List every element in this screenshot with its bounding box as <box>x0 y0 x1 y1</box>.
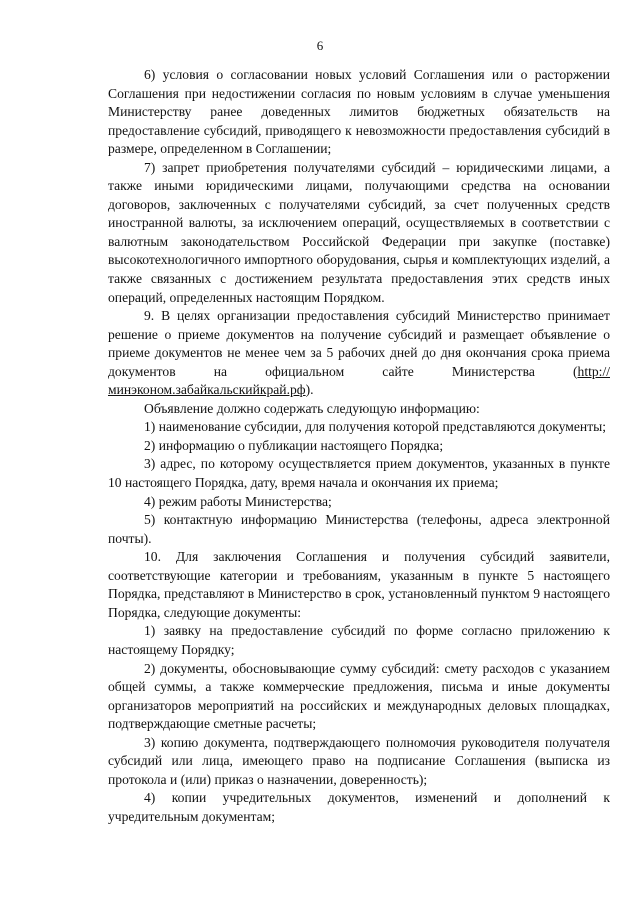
list-item-cost-documents: 2) документы, обосновывающие сумму субсидий: смету расходов с указанием общей суммы, а также коммерческие предложения, письма и иные документы организаторов мероприятий на российских и международных деловых площадках, подтверждающие сметные расчеты; <box>108 660 610 732</box>
paragraph-condition-6: 6) условия о согласовании новых условий Соглашения или о расторжении Соглашения при недостижении согласия по новым условиям в случае уменьшения Министерству ранее доведенных лимитов бюджетных обязательств на предоставление субсидий, приводящего к невозможности предоставления субсидий в размере, определенном в Соглашении; <box>108 67 610 157</box>
ministry-website-link[interactable]: http://минэконом.забайкальскийкрай.рф <box>108 363 610 398</box>
page-number: 6 <box>316 38 324 53</box>
list-item-application: 1) заявку на предоставление субсидий по форме согласно приложению к настоящему Порядку; <box>108 623 610 657</box>
document-body <box>108 66 610 826</box>
section-9-text: 9. В целях организации предоставления субсидий Министерство принимает решение о приеме документов на получение субсидий и размещает объявление о приеме документов не менее чем за 5 рабочих дней до дня окончания срока приема документов на официальном сайте Министерства ( <box>108 308 610 379</box>
list-item-contacts: 5) контактную информацию Министерства (телефоны, адреса электронной почты). <box>108 512 610 546</box>
paragraph-announcement-intro: Объявление должно содержать следующую информацию: <box>144 400 480 416</box>
list-item-subsidy-name: 1) наименование субсидии, для получения которой представляются документы; <box>144 419 607 435</box>
list-item-founding-documents: 4) копии учредительных документов, изменений и дополнений к учредительным документам; <box>108 790 610 824</box>
list-item-work-schedule: 4) режим работы Министерства; <box>144 493 332 509</box>
paragraph-condition-7: 7) запрет приобретения получателями субсидий – юридическими лицами, а также иными юридическими лицами, получающими средства на основании договоров, заключенных с получателями субсидий, за счет полученных средств иностранной валюты, за исключением операций, осуществляемых в соответствии с валютным законодательством Российской Федерации при закупке (поставке) высокотехнологичного импортного оборудования, сырья и комплектующих изделий, а также связанных с достижением результата предоставления этих средств иных операций, определенных настоящим Порядком. <box>108 159 610 305</box>
list-item-authority-document: 3) копию документа, подтверждающего полномочия руководителя получателя субсидий или лица, имеющего право на подписание Соглашения (выписка из протокола и (или) приказ о назначении, доверенность); <box>108 734 610 787</box>
paragraph-section-10: 10. Для заключения Соглашения и получения субсидий заявители, соответствующие категории и требованиям, указанным в пункте 5 настоящего Порядка, представляют в Министерство в срок, установленный пунктом 9 настоящего Порядка, следующие документы: <box>108 549 610 620</box>
section-9-text-end: ). <box>305 382 314 398</box>
paragraph-section-9 <box>108 307 610 400</box>
list-item-publication-info: 2) информацию о публикации настоящего Порядка; <box>144 437 444 453</box>
list-item-address: 3) адрес, по которому осуществляется прием документов, указанных в пункте 10 настоящего Порядка, дату, время начала и окончания их приема; <box>108 456 610 491</box>
